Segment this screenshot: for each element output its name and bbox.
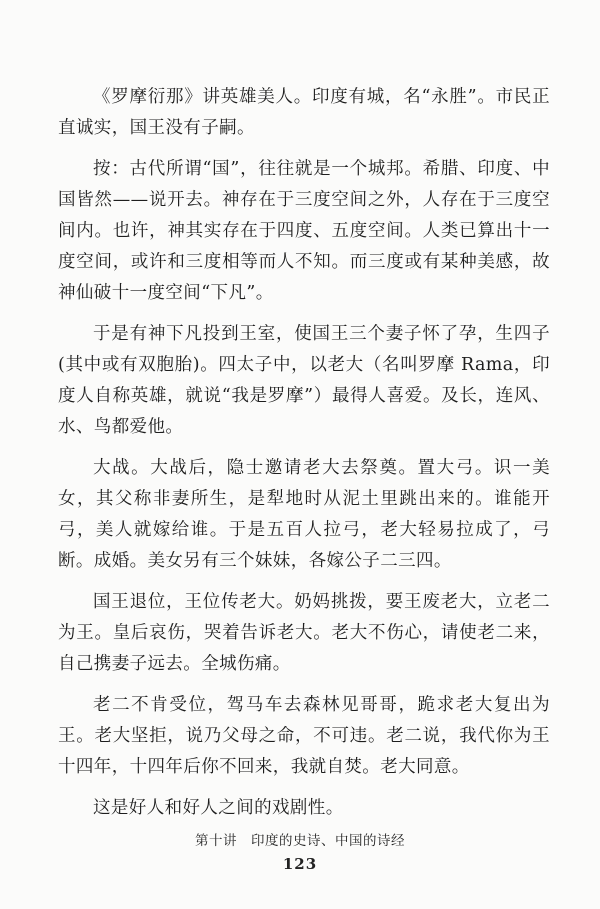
page-body	[58, 82, 550, 834]
paragraph-four-princes: 于是有神下凡投到王室，使国王三个妻子怀了孕，生四子(其中或有双胞胎)。四太子中，以老大（名叫罗摩 Rama，印度人自称英雄，就说“我是罗摩”）最得人喜爱。及长，连风、水、鸟都爱他。	[58, 324, 550, 437]
paragraph-ramayana-intro: 《罗摩衍那》讲英雄美人。印度有城，名“永胜”。市民正直诚实，国王没有子嗣。	[58, 87, 550, 138]
paragraph-conclusion: 这是好人和好人之间的戏剧性。	[93, 798, 344, 818]
running-footer-chapter-title: 第十讲 印度的史诗、中国的诗经	[195, 833, 405, 849]
paragraph-abdication: 国王退位，王位传老大。奶妈挑拨，要王废老大，立老二为王。皇后哀伤，哭着告诉老大。老大不伤心，请使老二来，自己携妻子远去。全城伤痛。	[58, 592, 550, 674]
paragraph-brothers-pact: 老二不肯受位，驾马车去森林见哥哥，跪求老大复出为王。老大坚拒，说乃父母之命，不可违。老二说，我代你为王十四年，十四年后你不回来，我就自焚。老大同意。	[58, 695, 550, 777]
paragraph-note-on-dimensions: 按：古代所谓“国”，往往就是一个城邦。希腊、印度、中国皆然——说开去。神存在于三度空间之外，人存在于三度空间内。也许，神其实存在于四度、五度空间。人类已算出十一度空间，或许和三度相等而人不知。而三度或有某种美感，故神仙破十一度空间“下凡”。	[58, 159, 550, 303]
page-number: 123	[282, 855, 318, 873]
paragraph-great-bow: 大战。大战后，隐士邀请老大去祭奠。置大弓。识一美女，其父称非妻所生，是犁地时从泥土里跳出来的。谁能开弓，美人就嫁给谁。于是五百人拉弓，老大轻易拉成了，弓断。成婚。美女另有三个妹妹，各嫁公子二三四。	[58, 458, 550, 571]
